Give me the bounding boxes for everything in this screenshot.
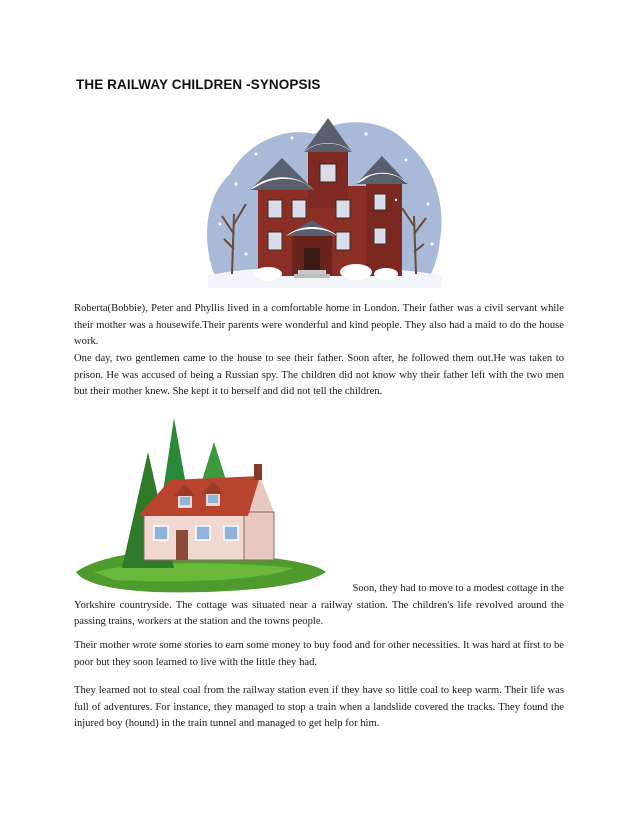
- cottage-door: [176, 530, 188, 560]
- house-wing: [366, 178, 402, 276]
- paragraph-2: One day, two gentlemen came to the house to see their father. Soon after, he followed them out.He was taken to prison. He was accused of being a Russian spy. The children did not know why their father left with the two men but their mother knew. She kept it to herself and did not tell the children.: [74, 353, 564, 397]
- paragraph-3-rest: Yorkshire countryside. The cottage was situated near a railway station. The children's life revolved around the passing trains, workers at the station and the towns people.: [74, 599, 564, 627]
- document-title: THE RAILWAY CHILDREN -SYNOPSIS: [76, 77, 321, 92]
- paragraph-3-lead: Soon, they had to move to a modest cottage in the: [352, 583, 564, 594]
- paragraph-5: They learned not to steal coal from the railway station even if they have so little coal to keep warm. Their life was full of adventures. For instance, they managed to stop a train when a landslide covered the tracks. They found the injured boy (hound) in the train tunnel and managed to get help for him.: [74, 685, 564, 729]
- cottage-windows: [154, 526, 238, 540]
- paragraph-4: Their mother wrote some stories to earn some money to buy food and for other necessities. It was hard at first to be poor but they soon learned to live with the little they had.: [74, 640, 564, 668]
- paragraph-3: [74, 581, 564, 631]
- paragraph-1: Roberta(Bobbie), Peter and Phyllis lived in a comfortable home in London. Their father was a civil servant while their mother was a housewife.Their parents were wonderful and kind people. They also had a maid to do the house work.: [74, 303, 564, 347]
- cottage-roof: [138, 476, 260, 516]
- snowy-house-illustration: [196, 104, 448, 288]
- cottage-illustration: [74, 412, 330, 596]
- chimney: [254, 464, 262, 480]
